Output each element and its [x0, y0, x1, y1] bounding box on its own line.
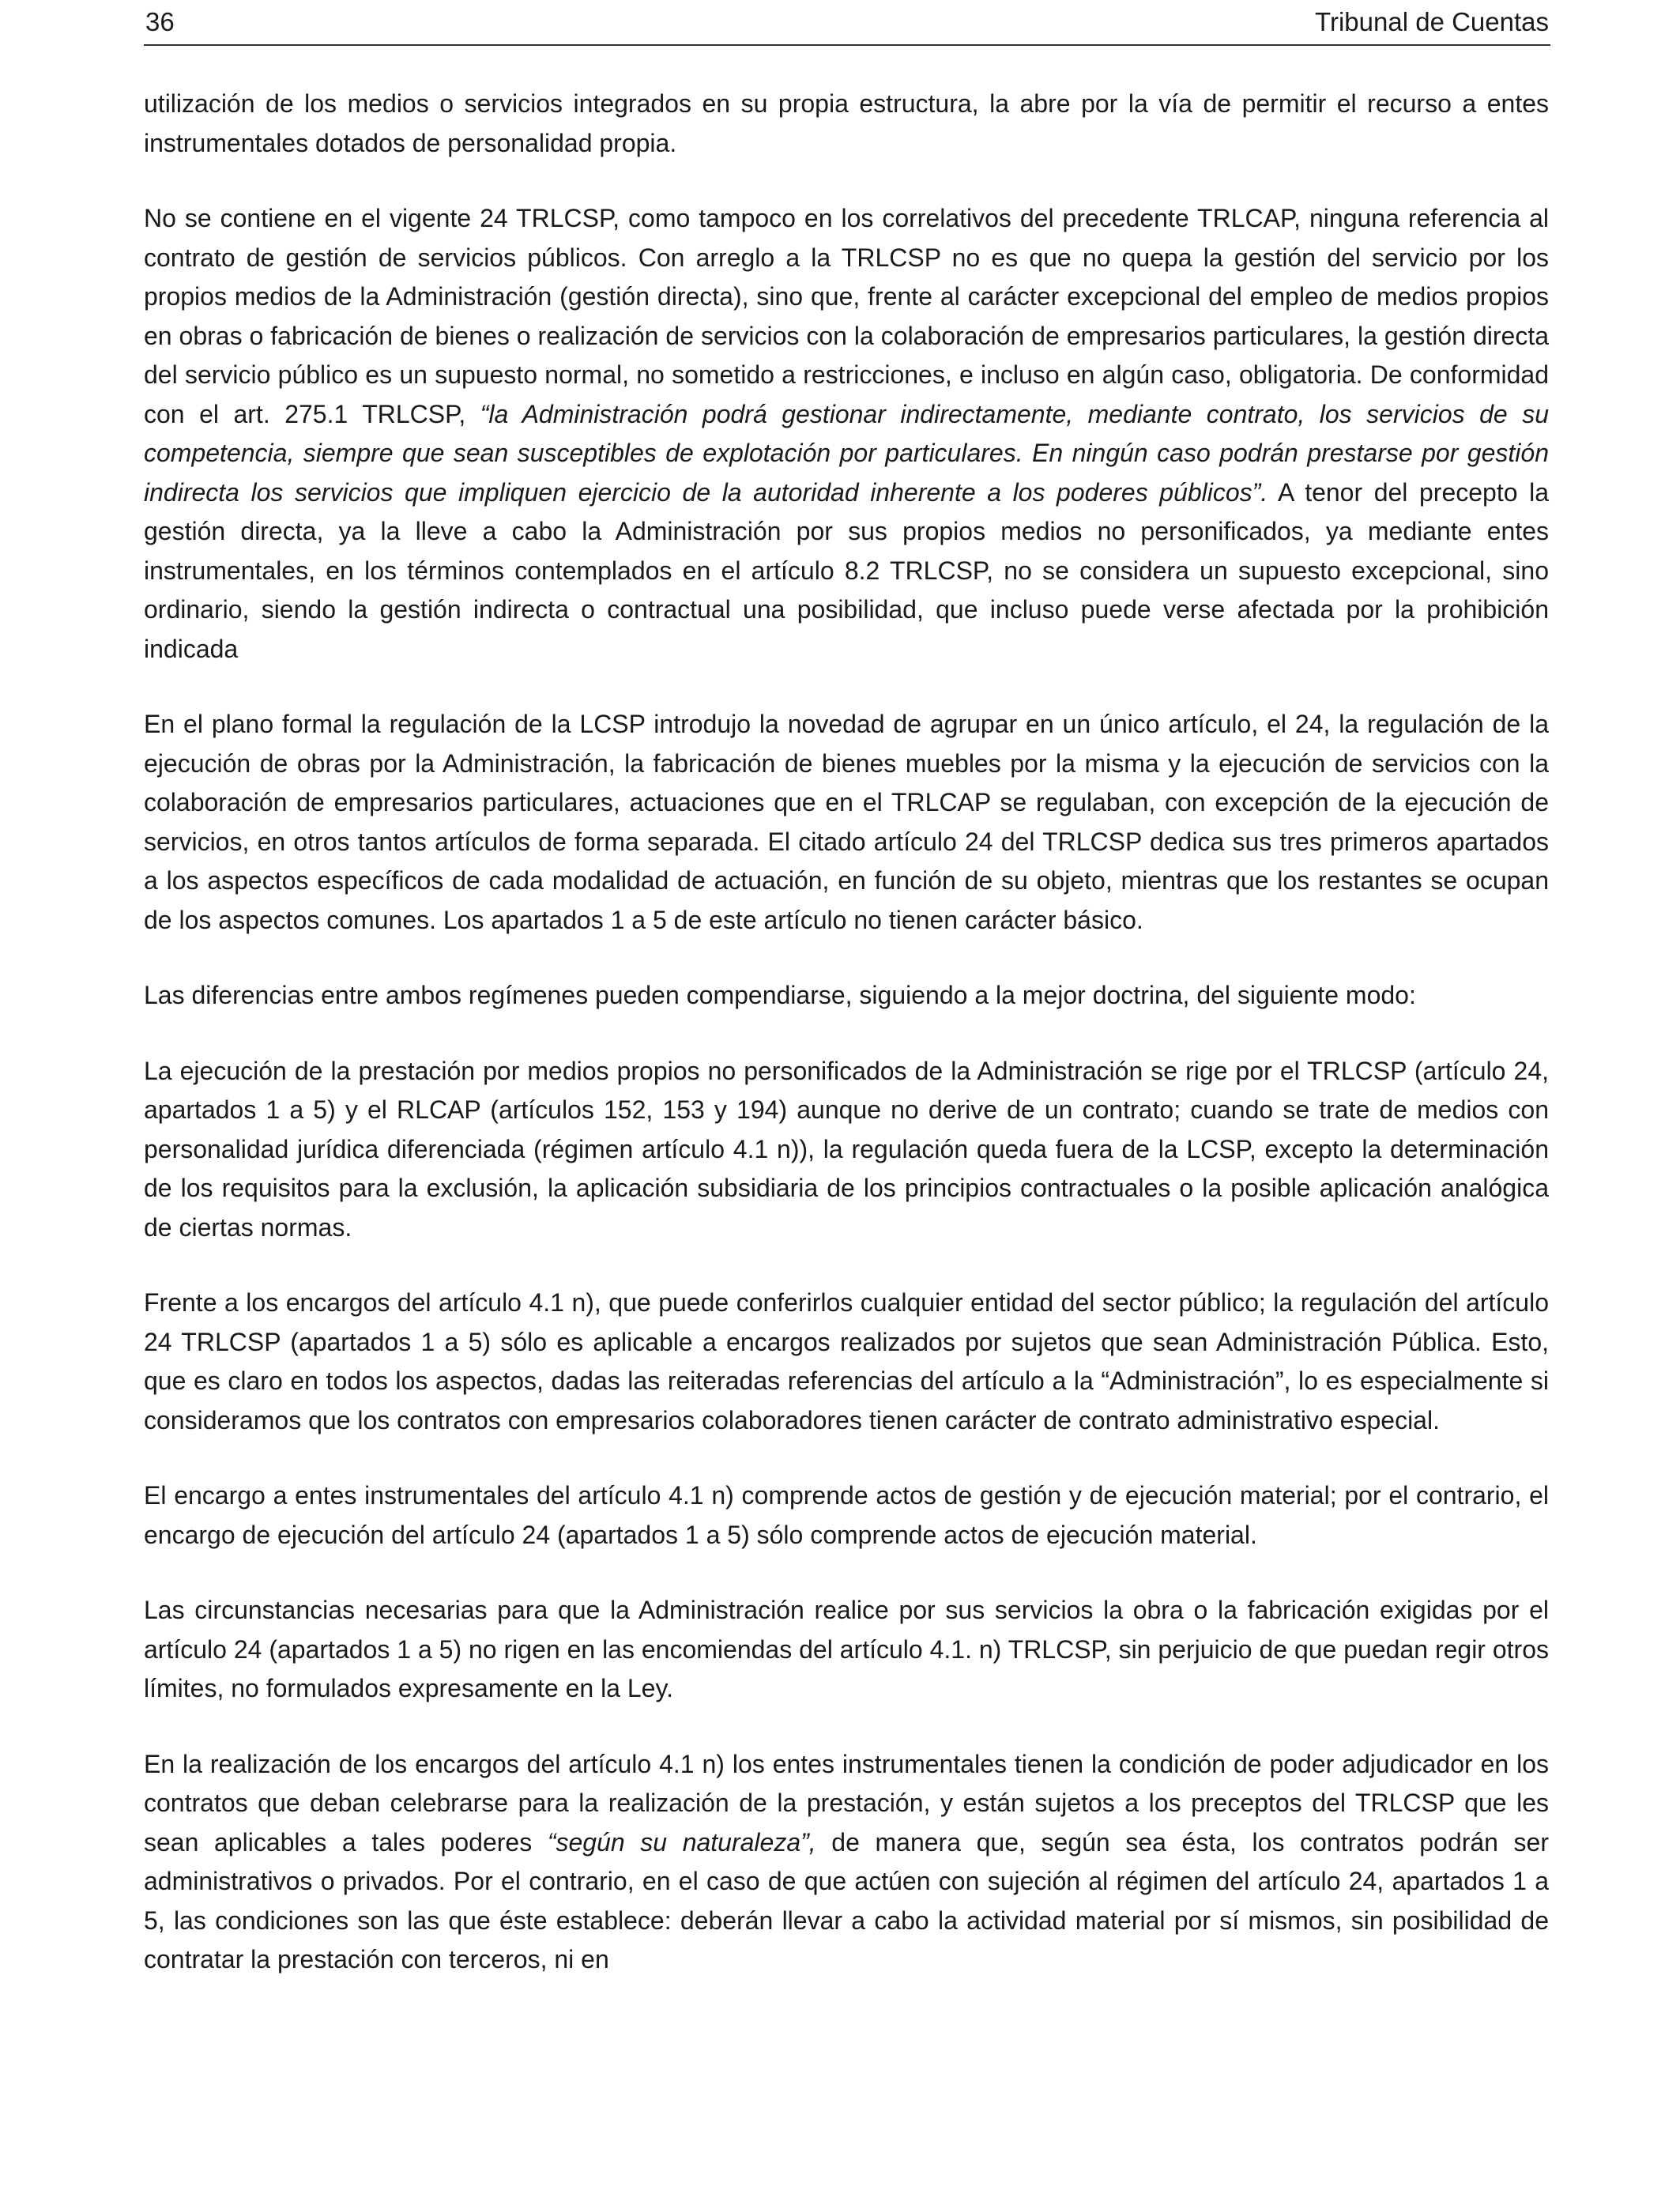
paragraph-3: En el plano formal la regulación de la LCSP introdujo la novedad de agrupar en un único artículo, el 24, la regulación de la ejecución de obras por la Administración, la fabricación de bienes muebles por la misma y la ejecución de servicios con la colaboración de empresarios particulares, actuaciones que en el TRLCAP se regulaban, con excepción de la ejecución de servicios, en otros tantos artículos de forma separada. El citado artículo 24 del TRLCSP dedica sus tres primeros apartados a los aspectos específicos de cada modalidad de actuación, en función de su objeto, mientras que los restantes se ocupan de los aspectos comunes. Los apartados 1 a 5 de este artículo no tienen carácter básico. — [144, 710, 1549, 934]
body-text — [144, 85, 1549, 2016]
paragraph-2-text: No se contiene en el vigente 24 TRLCSP, como tampoco en los correlativos del precedente TRLCAP, ninguna referencia al contrato de gestión de servicios públicos. Con arreglo a la TRLCSP no es que no quepa la gestión del servicio por los propios medios de la Administración (gestión directa), sino que, frente al carácter excepcional del empleo de medios propios en obras o fabricación de bienes o realización de servicios con la colaboración de empresarios particulares, la gestión directa del servicio público es un supuesto normal, no sometido a restricciones, e incluso en algún caso, obligatoria. De conformidad con el art. 275.1 TRLCSP, — [144, 204, 1549, 428]
paragraph-8: Las circunstancias necesarias para que la Administración realice por sus servicios la obra o la fabricación exigidas por el artículo 24 (apartados 1 a 5) no rigen en las encomiendas del artículo 4.1. n) TRLCSP, sin perjuicio de que puedan regir otros límites, no formulados expresamente en la Ley. — [144, 1596, 1549, 1702]
running-title: Tribunal de Cuentas — [1315, 7, 1549, 36]
paragraph-2-quote: “la Administración podrá gestionar indirectamente, mediante contrato, los servicios de su competencia, siempre que sean susceptibles de explotación por particulares. En ningún caso podrán prestarse por gestión indirecta los servicios que impliquen ejercicio de la autoridad inherente a los poderes públicos”. — [144, 399, 1550, 507]
paragraph-5: La ejecución de la prestación por medios propios no personificados de la Administración se rige por el TRLCSP (artículo 24, apartados 1 a 5) y el RLCAP (artículos 152, 153 y 194) aunque no derive de un contrato; cuando se trate de medios con personalidad jurídica diferenciada (régimen artículo 4.1 n)), la regulación queda fuera de la LCSP, excepto la determinación de los requisitos para la exclusión, la aplicación subsidiaria de los principios contractuales o la posible aplicación analógica de ciertas normas. — [144, 1056, 1549, 1242]
paragraph-2-text-continued: A tenor del precepto la gestión directa, ya la lleve a cabo la Administración por sus propios medios no personificados, ya mediante entes instrumentales, en los términos contemplados en el artículo 8.2 TRLCSP, no se considera un supuesto excepcional, sino ordinario, siendo la gestión indirecta o contractual una posibilidad, que incluso puede verse afectada por la prohibición indicada — [144, 477, 1550, 663]
paragraph-9-text: En la realización de los encargos del artículo 4.1 n) los entes instrumentales tienen la condición de poder adjudicador en los contratos que deban celebrarse para la realización de la prestación, y están sujetos a los preceptos del TRLCSP que les sean aplicables a tales poderes — [144, 1749, 1549, 1857]
paragraph-9-quote: “según su naturaleza”, — [547, 1827, 816, 1857]
page-header — [144, 0, 1550, 46]
paragraph-9-text-continued: de manera que, según sea ésta, los contratos podrán ser administrativos o privados. Por el contrario, en el caso de que actúen con sujeción al régimen del artículo 24, apartados 1 a 5, las condiciones son las que éste establece: deberán llevar a cabo la actividad material por sí mismos, sin posibilidad de contratar la prestación con terceros, ni en — [144, 1827, 1550, 1973]
paragraph-2 — [144, 199, 1549, 669]
paragraph-1: utilización de los medios o servicios integrados en su propia estructura, la abre por la vía de permitir el recurso a entes instrumentales dotados de personalidad propia. — [144, 89, 1549, 157]
paragraph-4: Las diferencias entre ambos regímenes pueden compendiarse, siguiendo a la mejor doctrina, del siguiente modo: — [144, 981, 1416, 1009]
page-number: 36 — [145, 7, 175, 36]
paragraph-9 — [144, 1745, 1549, 1980]
paragraph-7: El encargo a entes instrumentales del artículo 4.1 n) comprende actos de gestión y de ejecución material; por el contrario, el encargo de ejecución del artículo 24 (apartados 1 a 5) sólo comprende actos de ejecución material. — [144, 1481, 1549, 1549]
paragraph-6: Frente a los encargos del artículo 4.1 n), que puede conferirlos cualquier entidad del sector público; la regulación del artículo 24 TRLCSP (apartados 1 a 5) sólo es aplicable a encargos realizados por sujetos que sean Administración Pública. Esto, que es claro en todos los aspectos, dadas las reiteradas referencias del artículo a la “Administración”, lo es especialmente si consideramos que los contratos con empresarios colaboradores tienen carácter de contrato administrativo especial. — [144, 1288, 1549, 1434]
